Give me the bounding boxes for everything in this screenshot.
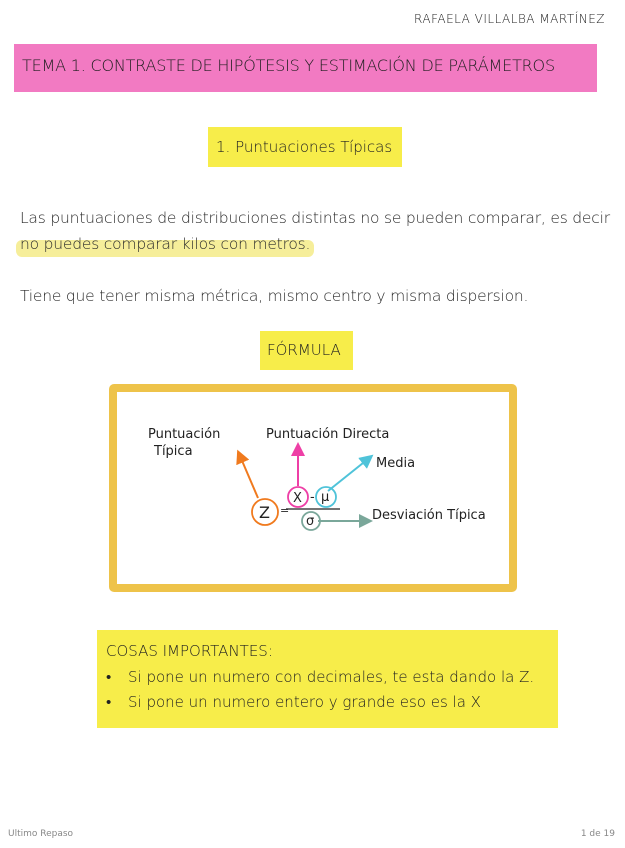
z-arrow bbox=[240, 456, 258, 498]
symbol-equals: = bbox=[280, 504, 290, 517]
footer-page-number: 1 de 19 bbox=[580, 829, 615, 839]
label-direct-score: Puntuación Directa bbox=[266, 427, 390, 442]
symbol-minus: - bbox=[310, 490, 315, 505]
bullet-icon: • bbox=[106, 668, 112, 686]
label-typical-score-1: Puntuación bbox=[148, 427, 221, 442]
label-mean: Media bbox=[376, 456, 416, 471]
label-typical-score-2: Típica bbox=[154, 444, 193, 459]
author-name: RAFAELA VILLALBA MARTÍNEZ bbox=[414, 12, 605, 26]
symbol-sigma: σ bbox=[306, 514, 315, 529]
paragraph: Tiene que tener misma métrica, mismo centro y misma dispersion. bbox=[20, 287, 529, 305]
label-std: Desviación Típica bbox=[372, 508, 486, 523]
note-text: Si pone un numero entero y grande eso es la X bbox=[128, 693, 481, 711]
formula-heading: FÓRMULA bbox=[267, 341, 341, 359]
paragraph-line-highlighted: no puedes comparar kilos con metros. bbox=[20, 235, 311, 253]
note-item bbox=[106, 693, 481, 711]
symbol-mu: μ bbox=[321, 490, 330, 505]
note-item bbox=[106, 668, 534, 686]
note-text: Si pone un numero con decimales, te esta dando la Z. bbox=[128, 668, 535, 686]
symbol-z: Z bbox=[259, 503, 270, 522]
footer-document-name: Ultimo Repaso bbox=[8, 829, 74, 839]
mu-arrow bbox=[328, 459, 368, 491]
page-title: TEMA 1. CONTRASTE DE HIPÓTESIS Y ESTIMACIÓN DE PARÁMETROS bbox=[22, 56, 555, 75]
bullet-icon: • bbox=[106, 693, 112, 711]
section-heading: 1. Puntuaciones Típicas bbox=[216, 138, 393, 156]
notes-heading: COSAS IMPORTANTES: bbox=[106, 642, 273, 660]
paragraph-line: Las puntuaciones de distribuciones distintas no se pueden comparar, es decir bbox=[20, 209, 610, 227]
symbol-x: X bbox=[293, 491, 302, 506]
